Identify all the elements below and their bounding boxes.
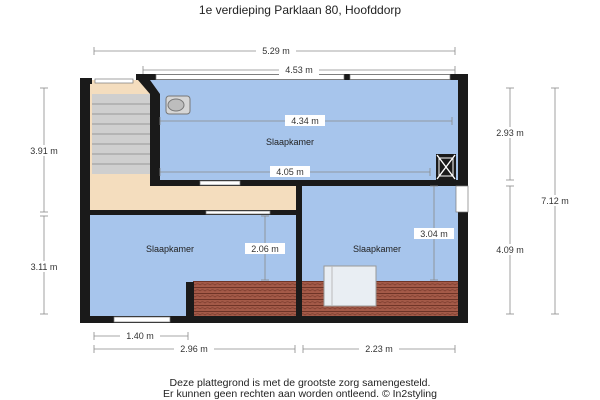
dim-room-top-width: 4.34 m xyxy=(291,116,319,126)
dim-bottom-right: 2.23 m xyxy=(365,344,393,354)
dim-room-right-height: 3.04 m xyxy=(420,229,448,239)
dim-left-upper: 3.91 m xyxy=(30,146,58,156)
dim-bottom-window: 1.40 m xyxy=(126,331,154,341)
dim-left-lower: 3.11 m xyxy=(30,262,58,272)
roof-left xyxy=(193,281,296,317)
room-label-left: Slaapkamer xyxy=(145,244,195,254)
dim-top-overall: 5.29 m xyxy=(262,46,290,56)
dim-bottom-left: 2.96 m xyxy=(180,344,208,354)
dim-right-lower: 4.09 m xyxy=(496,245,524,255)
dim-top-inner: 4.53 m xyxy=(285,65,313,75)
toilet-icon xyxy=(166,96,190,114)
wardrobe-icon xyxy=(436,154,456,180)
dim-room-top-inner-width: 4.05 m xyxy=(276,167,304,177)
room-label-top: Slaapkamer xyxy=(265,137,315,147)
footer-line-2: Er kunnen geen rechten aan worden ontleend. © In2styling xyxy=(163,388,437,400)
dim-right-upper: 2.93 m xyxy=(496,128,524,138)
footer-line-1: Deze plattegrond is met de grootste zorg samengesteld. xyxy=(169,377,431,389)
dim-right-total: 7.12 m xyxy=(541,196,569,206)
dim-room-left-height: 2.06 m xyxy=(251,244,279,254)
room-label-right: Slaapkamer xyxy=(352,244,402,254)
page-title: 1e verdieping Parklaan 80, Hoofddorp xyxy=(198,3,402,17)
